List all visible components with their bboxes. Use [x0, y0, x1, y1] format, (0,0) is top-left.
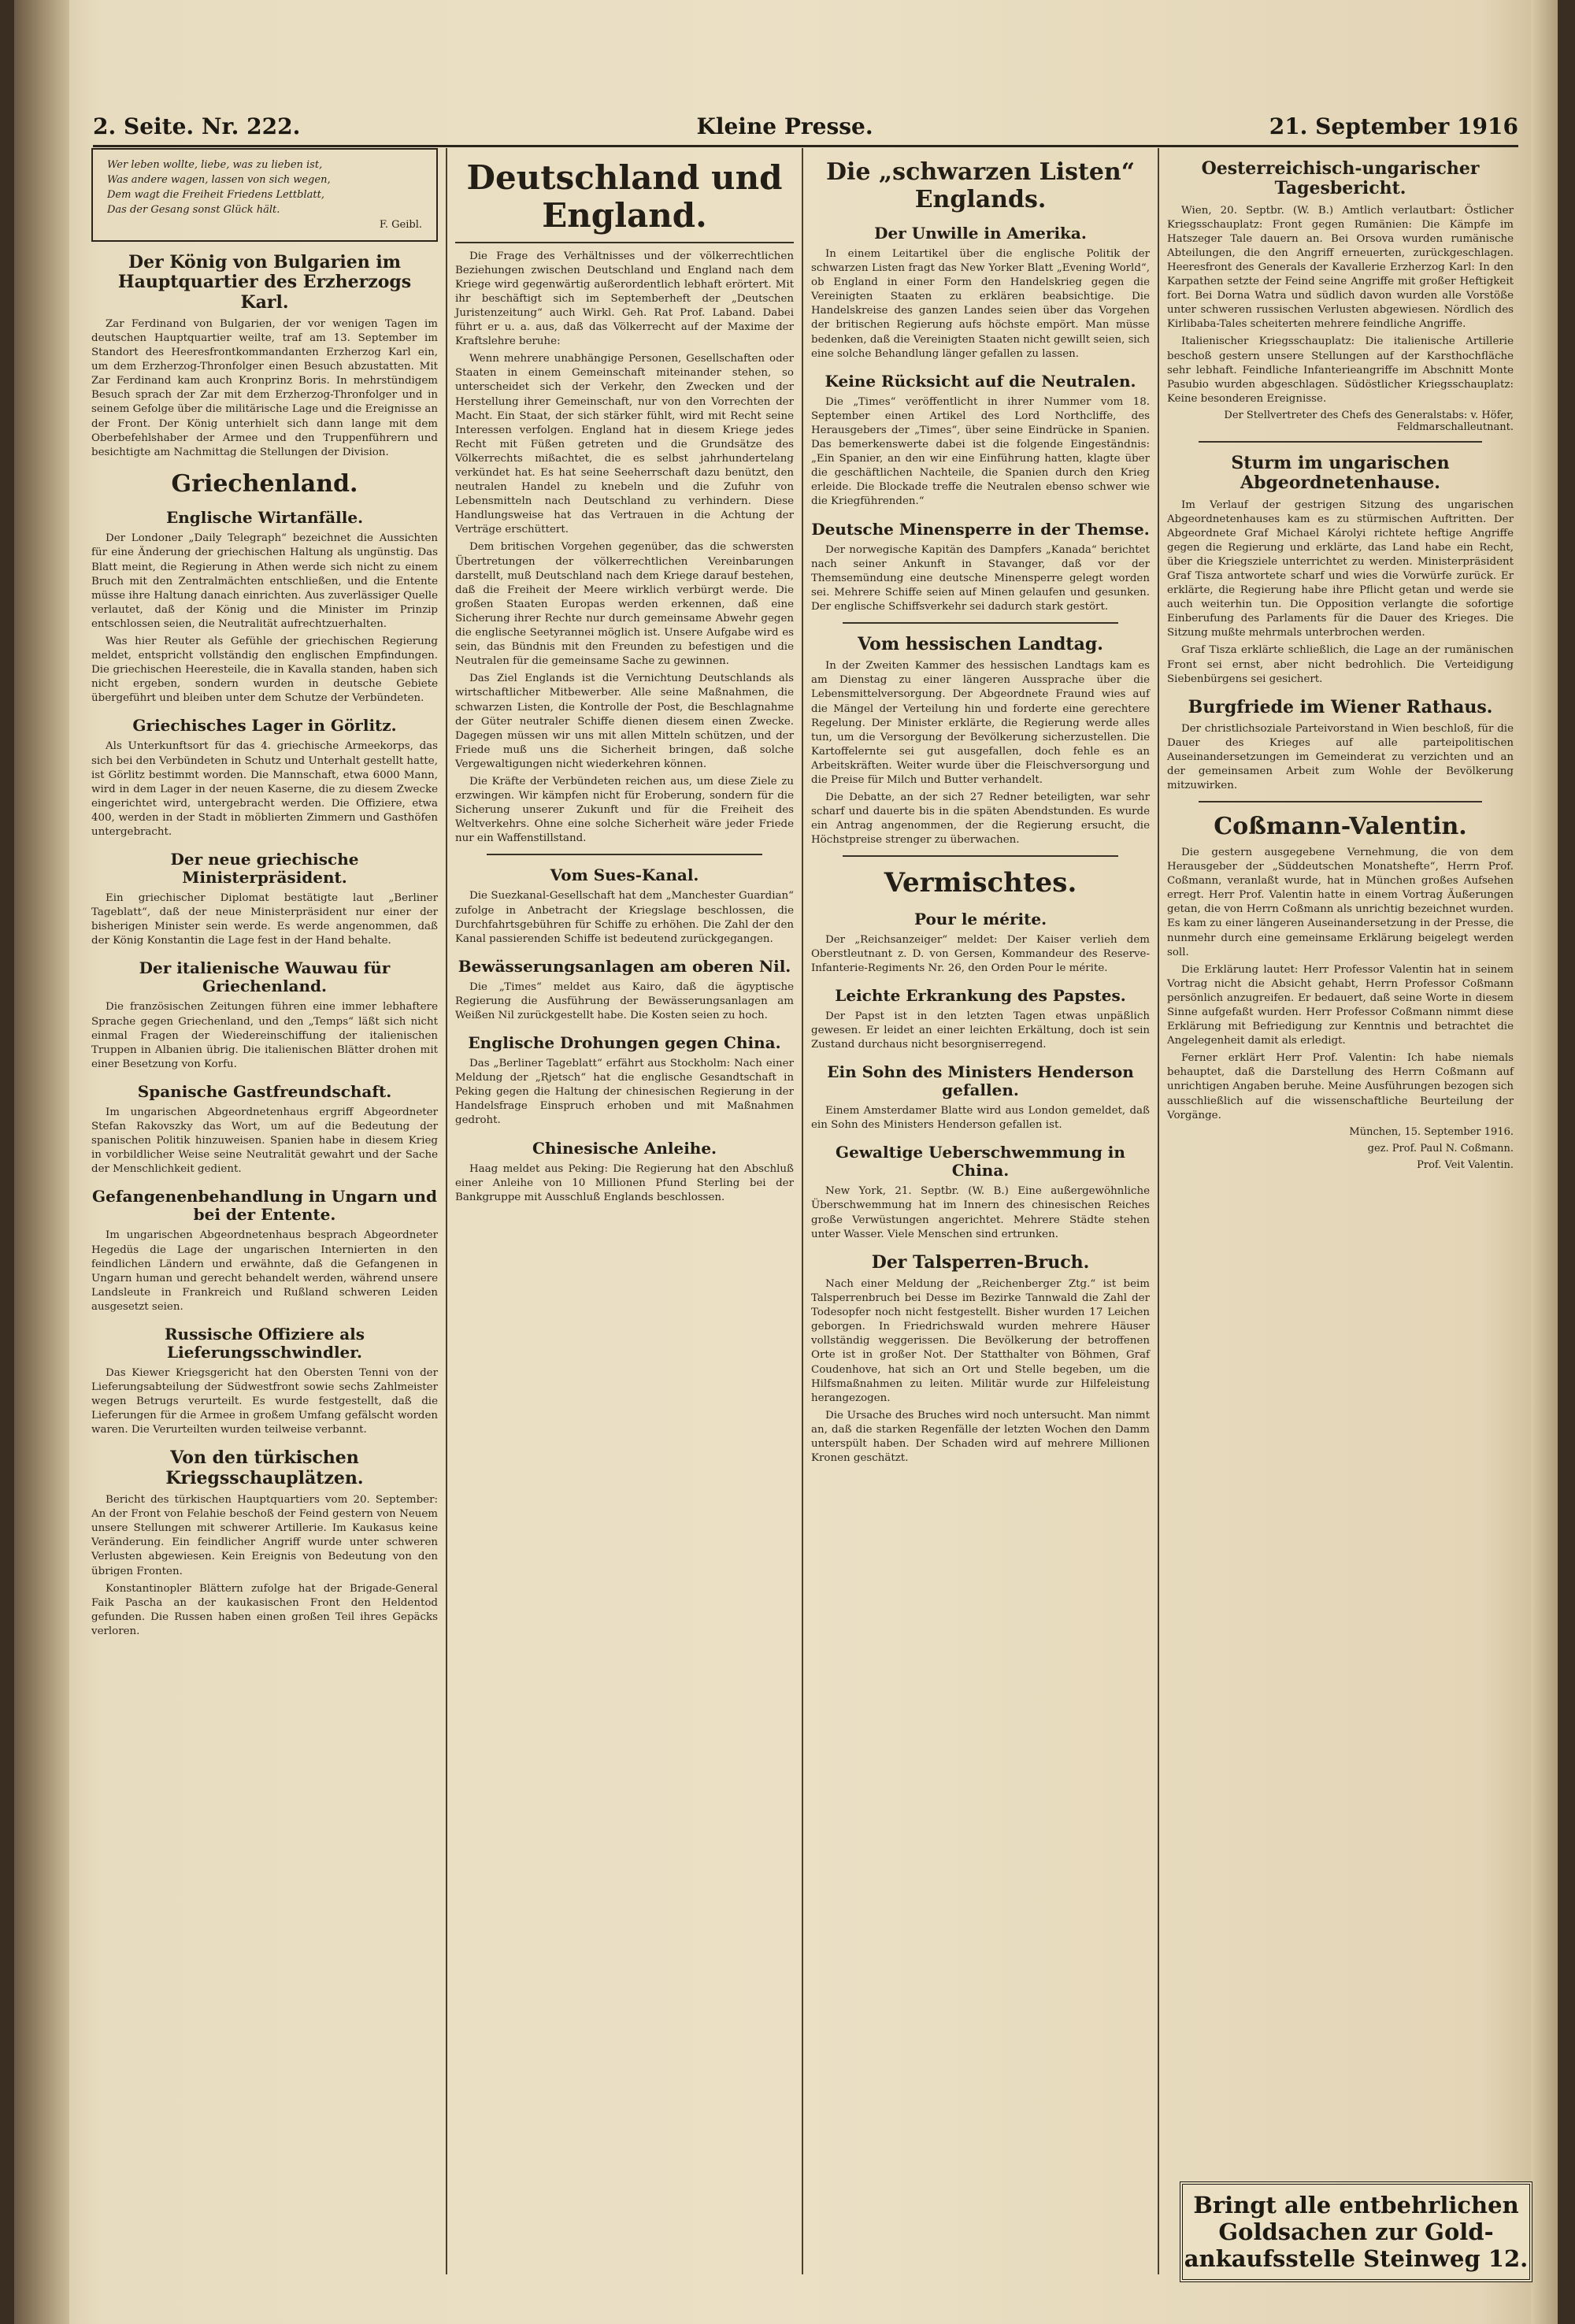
article-text: Nach einer Meldung der „Reichenberger Ztg.“ ist beim Talsperrenbruch bei Desse im Bezirke Tannwald die Zahl der Todesopfer noch nicht festgestellt. Bisher wurden 17 Leichen geborgen. In Friedrichswald wurden mehrere Häuser vollständig weggerissen. Die Bevölkerung der betroffenen Orte ist in großer Not. Der Statthalter von Böhmen, Graf Coudenhove, hat sich an Ort und Stelle begeben, um die Hilfsmaßnahmen zu leiten. Militär wurde zur Hilfeleistung herangezogen. — [811, 1278, 1150, 1404]
headline: Russische Offiziere als Lieferungsschwindler. — [164, 1324, 365, 1362]
article-text: New York, 21. Septbr. (W. B.) Eine außergewöhnliche Überschwemmung hat im Innern des chinesischen Reiches große Verwüstungen angerichtet. Mehrere Städte stehen unter Wasser. Viele Menschen sind ertrunken. — [811, 1185, 1150, 1240]
article-text: Der christlichsoziale Parteivorstand in Wien beschloß, für die Dauer des Krieges auf alle parteipolitischen Auseinandersetzungen im Gemeinderat zu verzichten und an der gemeinsamen Arbeit zum Wohle der Bevölkerung mitzuwirken. — [1167, 723, 1514, 792]
column-3 — [811, 148, 1150, 1469]
article-text: Die Erklärung lautet: Herr Professor Valentin hat in seinem Vortrag nicht die Absicht gehabt, Herrn Professor Coßmann persönlich anzugreifen. Er bedauert, daß seine Worte in diesem Sinne aufgefaßt wurden. Herr Professor Coßmann nimmt diese Erklärung mit Befriedigung zur Kenntnis und betrachtet die Angelegenheit damit als erledigt. — [1167, 963, 1514, 1047]
poem-line: Was andere wagen, lassen von sich wegen, — [107, 174, 331, 186]
gold-collection-advertisement — [1180, 2181, 1532, 2282]
header-rule — [93, 145, 1518, 147]
subheadline: Englische Wirtanfälle. — [165, 508, 364, 528]
poem-signature: F. Geibl. — [379, 219, 422, 231]
headline: Von den türkischen Kriegsschauplätzen. — [165, 1447, 364, 1488]
article-text: Das Kiewer Kriegsgericht hat den Obersten Tenni von der Lieferungsabteilung der Südwestfront sowie sechs Zahlmeister wegen Betrugs verurteilt. Es wurde festgestellt, daß die Lieferungen für die Armee in großem Umfang gefälscht worden waren. Die Verurteilten wurden teilweise verbannt. — [91, 1366, 438, 1436]
article-text: Im ungarischen Abgeordnetenhaus besprach Abgeordneter Hegedüs die Lage der ungarischen Internierten in den feindlichen Ländern und erwähnte, daß die Gefangenen in Ungarn human und gerecht behandelt werden, während unsere Landsleute in Frankreich und Rußland schweren Leiden ausgesetzt seien. — [91, 1229, 438, 1313]
page-edge — [1531, 0, 1558, 2324]
headline: Griechisches Lager in Görlitz. — [132, 716, 397, 736]
section-title: Vermischtes. — [884, 867, 1077, 899]
signature: gez. Prof. Paul N. Coßmann. — [1367, 1142, 1514, 1155]
headline: Coßmann-Valentin. — [1214, 813, 1467, 841]
divider — [455, 242, 794, 243]
article-text: Ferner erklärt Herr Prof. Valentin: Ich habe niemals behauptet, daß die Darstellung des Herrn Coßmann auf unrichtigen Angaben beruhe. Meine Ausführungen bezogen sich ausschließlich auf die wissenschaftliche Beurteilung der Vorgänge. — [1167, 1052, 1514, 1121]
article-text: Ein griechischer Diplomat bestätigte laut „Berliner Tageblatt“, daß der neue Ministerpräsident nur einer der bisherigen Minister sein werde. Es werde angenommen, daß der König Konstantin die Lage fest in der Hand behalte. — [91, 892, 438, 947]
article-text: Graf Tisza erklärte schließlich, die Lage an der rumänischen Front sei ernst, aber nicht bedrohlich. Die Verteidigung Siebenbürgens sei gesichert. — [1167, 644, 1514, 685]
article-text: Was hier Reuter als Gefühle der griechischen Regierung meldet, entspricht vollständig den englischen Empfindungen. Die griechischen Heeresteile, die in Kavalla standen, haben sich nicht ergeben, sondern wurden in deutsche Gebiete übergeführt und bleiben unter dem Schutze der Verbündeten. — [91, 635, 438, 705]
ad-line: Bringt alle entbehrlichen — [1193, 2192, 1519, 2218]
article-text: Der „Reichsanzeiger“ meldet: Der Kaiser verlieh dem Oberstleutnant z. D. von Gersen, Kommandeur des Reserve-Infanterie-Regiments Nr. 26, den Orden Pour le mérite. — [811, 933, 1150, 974]
headline: Ein Sohn des Ministers Henderson gefallen. — [827, 1062, 1134, 1100]
divider — [843, 855, 1118, 857]
column-divider — [446, 148, 447, 2274]
article-text: Einem Amsterdamer Blatte wird aus London gemeldet, daß ein Sohn des Ministers Henderson gefallen ist. — [811, 1105, 1150, 1132]
article-text: Die Kräfte der Verbündeten reichen aus, um diese Ziele zu erzwingen. Wir kämpfen nicht für Eroberung, sondern für die Sicherung unserer Zukunft und für die Freiheit des Weltverkehrs. Ohne eine solche Sicherheit wäre jeder Friede nur ein Waffenstillstand. — [455, 775, 794, 845]
article-text: Wien, 20. Septbr. (W. B.) Amtlich verlautbart: Östlicher Kriegsschauplatz: Front gegen Rumänien: Die Kämpfe im Hatszeger Tale dauern an. Bei Orsova wurden rumänische Abteilungen, die den Angriff erneuerten, zurückgeschlagen. Heeresfront des Generals der Kavallerie Erzherzog Karl: In den Karpathen setzte der Feind seine Angriffe mit großer Heftigkeit fort. Bei Dorna Watra und südlich davon wurden alle Vorstöße unter schweren russischen Verlusten abgewiesen. Nördlich des Kirlibaba-Tales scheiterten mehrere feindliche Angriffe. — [1167, 204, 1514, 331]
article-text: Haag meldet aus Peking: Die Regierung hat den Abschluß einer Anleihe von 10 Millionen Pfund Sterling bei der Bankgruppe mit Ausschluß Englands beschlossen. — [455, 1162, 794, 1203]
article-text: Im ungarischen Abgeordnetenhaus ergriff Abgeordneter Stefan Rakovszky das Wort, um auf die Bedeutung der spanischen Politik hinzuweisen. Spanien habe in diesem Krieg in vorbildlicher Weise seine Neutralität gewahrt und der Sache der Menschlichkeit gedient. — [91, 1106, 438, 1176]
poem-line: Dem wagt die Freiheit Friedens Lettblatt, — [107, 189, 324, 201]
headline: Leichte Erkrankung des Papstes. — [835, 985, 1126, 1005]
article-text: Die „Times“ meldet aus Kairo, daß die ägyptische Regierung die Ausführung der Bewässerungsanlagen am Weißen Nil zurückgestellt habe. Die Kosten seien zu hoch. — [455, 980, 794, 1021]
headline: Die „schwarzen Listen“ Englands. — [825, 158, 1135, 213]
column-divider — [802, 148, 803, 2274]
headline: Spanische Gastfreundschaft. — [137, 1081, 392, 1101]
article-text: Die französischen Zeitungen führen eine immer lebhaftere Sprache gegen Griechenland, und den „Temps“ läßt sich nicht einmal Fragen der Wiedereinschiffung der italienischen Truppen in Albanien übrig. Die italienischen Blätter drohen mit einer Besetzung von Korfu. — [91, 1001, 438, 1070]
headline: Deutsche Minensperre in der Themse. — [811, 519, 1150, 539]
headline: Gewaltige Ueberschwemmung in China. — [836, 1143, 1125, 1181]
headline: Der Talsperren-Bruch. — [871, 1251, 1090, 1273]
poem-line: Das der Gesang sonst Glück hält. — [107, 204, 280, 216]
headline: Vom hessischen Landtag. — [858, 633, 1103, 654]
article-text: Das Ziel Englands ist die Vernichtung Deutschlands als wirtschaftlicher Mitbewerber. Alle seine Maßnahmen, die schwarzen Listen, die Kontrolle der Post, die Beschlagnahme der Güter neutraler Schiffe dienen diesem einen Zwecke. Dagegen müssen wir uns mit allen Mitteln schützen, und der Friede muß uns die Sicherheit bringen, daß solche Vergewaltigungen nicht wiederkehren können. — [455, 673, 794, 770]
article-text: Die „Times“ veröffentlicht in ihrer Nummer vom 18. September einen Artikel des Lord Northcliffe, des Herausgebers der „Times“, über seine Eindrücke in Spanien. Das bemerkenswerte dabei ist die folgende Eingeständnis: „Ein Spanier, an den wir eine Einführung hatten, klagte über die geschäftlichen Nachteile, die Spanien durch den Krieg erleide. Die Blockade treffe die Neutralen ebenso schwer wie die Kriegführenden.“ — [811, 395, 1150, 508]
headline: Der neue griechische Ministerpräsident. — [170, 850, 359, 888]
article-text: Die Debatte, an der sich 27 Redner beteiligten, war sehr scharf und dauerte bis in die späten Abendstunden. Es wurde ein Antrag angenommen, der die Regierung ersucht, die Höchstpreise strenger zu überwachen. — [811, 791, 1150, 847]
dateline: München, 15. September 1916. — [1349, 1125, 1514, 1138]
article-text: Bericht des türkischen Hauptquartiers vom 20. September: An der Front von Felahie beschoß der Feind gestern von Neuem unsere Stellungen mit schwerer Artillerie. Im Kaukasus keine Veränderung. Ein feindlicher Angriff wurde unter schweren Verlusten abgewiesen. Kein Ereignis von Bedeutung von den übrigen Fronten. — [91, 1494, 438, 1577]
article-text: Die gestern ausgegebene Vernehmung, die von dem Herausgeber der „Süddeutschen Monatshefte“, Herrn Prof. Coßmann, veranlaßt wurde, hat in München großes Aufsehen erregt. Herr Prof. Valentin hatte in einem Vortrag Äußerungen getan, die von Herrn Coßmann als unrichtig bezeichnet wurden. Es kam zu einer längeren Auseinandersetzung in der Presse, die nunmehr durch eine gemeinsame Erklärung beigelegt werden soll. — [1167, 846, 1514, 958]
headline: Oesterreichisch-ungarischer Tagesbericht. — [1201, 158, 1480, 199]
headline: Bewässerungsanlagen am oberen Nil. — [458, 956, 791, 976]
headline-main: Deutschland und England. — [466, 158, 783, 235]
issue-date: 21. September 1916 — [1269, 113, 1518, 139]
article-text: Die Frage des Verhältnisses und der völkerrechtlichen Beziehungen zwischen Deutschland und England nach dem Kriege wird gegenwärtig außerordentlich lebhaft erörtert. Mit ihr beschäftigt sich im Septemberheft der „Deutschen Juristenzeitung“ auch Wirkl. Geh. Rat Prof. Laband. Dabei führt er u. a. aus, daß das Völkerrecht auf der Maxime der Kraftslehre beruhe: — [455, 250, 794, 348]
column-divider — [1158, 148, 1159, 2274]
divider — [843, 622, 1118, 624]
divider — [1199, 441, 1482, 443]
page-header — [93, 109, 1518, 143]
poem-box — [91, 148, 438, 242]
divider — [487, 854, 762, 855]
article-text: Die Suezkanal-Gesellschaft hat dem „Manchester Guardian“ zufolge in Anbetracht der Kriegslage beschlossen, die Durchfahrtsgebühren für Schiffe zu erhöhen. Die Zahl der den Kanal passierenden Schiffe ist bedeutend zurückgegangen. — [455, 890, 794, 945]
headline: Der italienische Wauwau für Griechenland. — [139, 958, 391, 996]
ad-line: Goldsachen zur Gold- — [1218, 2218, 1494, 2245]
article-text: Wenn mehrere unabhängige Personen, Gesellschaften oder Staaten in einem Gemeinschaft miteinander stehen, so unterscheidet sich der Verkehr, den Zwecken und der Herstellung ihrer Gemeinschaft, nur von den Vorrechten der Macht. Ein Staat, der sich stärker fühlt, wird mit Recht seine Interessen verfolgen. England hat in diesem Kriege jedes Recht mit Füßen getreten und die Grundsätze des Völkerrechts mißachtet, die es selbst jahrhundertelang verkündet hat. Es hat seine Seeherrschaft dazu benützt, den neutralen Handel zu knebeln und die Zufuhr von Lebensmitteln nach Deutschland zu verhindern. Diese Handlungsweise hat das Vertrauen in die Achtung der Verträge erschüttert. — [455, 353, 794, 536]
headline: Gefangenenbehandlung in Ungarn und bei der Entente. — [92, 1187, 437, 1225]
article-text: Konstantinopler Blättern zufolge hat der Brigade-General Faik Pascha an der kaukasischen Front den Heldentod gefunden. Die Russen haben einen großen Teil ihres Gepäcks verloren. — [91, 1582, 438, 1637]
article-text: Der Londoner „Daily Telegraph“ bezeichnet die Aussichten für eine Änderung der griechischen Haltung als ungünstig. Das Blatt meint, die Regierung in Athen werde sich nicht zu einem Bruch mit den Zentralmächten entschließen, und die Entente müsse ihre Haltung danach einrichten. Aus zuverlässiger Quelle verlautet, daß der König und die Minister im Prinzip entschlossen seien, die Neutralität aufrechtzuerhalten. — [91, 532, 438, 630]
column-4 — [1167, 148, 1514, 1176]
subheadline: Der Unwille in Amerika. — [874, 224, 1087, 243]
binding-spine — [14, 0, 69, 2324]
article-text: Der norwegische Kapitän des Dampfers „Kanada“ berichtet nach seiner Ankunft in Stavanger, daß vor der Themsemündung eine deutsche Minensperre gelegt worden sei. Mehrere Schiffe seien auf Minen gelaufen und gesunken. Der englische Schiffsverkehr sei dadurch stark gestört. — [811, 543, 1150, 613]
headline: Der König von Bulgarien im Hauptquartier des Erzherzogs Karl. — [117, 252, 412, 313]
article-text: Das „Berliner Tageblatt“ erfährt aus Stockholm: Nach einer Meldung der „Rjetsch“ hat die englische Gesandtschaft in Peking gegen die Haltung der chinesischen Regierung in der Handelsfrage Einspruch erhoben und mit Maßnahmen gedroht. — [455, 1058, 794, 1127]
masthead: Kleine Presse. — [696, 113, 873, 139]
newspaper-page — [14, 0, 1558, 2324]
divider — [1199, 801, 1482, 802]
article-text: Der Papst ist in den letzten Tagen etwas unpäßlich gewesen. Er leidet an einer leichten Erkältung, doch ist sein Zustand durchaus nicht besorgniserregend. — [811, 1010, 1150, 1051]
article-text: Die Ursache des Bruches wird noch untersucht. Man nimmt an, daß die starken Regenfälle der letzten Wochen den Damm unterspült haben. Der Schaden wird auf mehrere Millionen Kronen geschätzt. — [811, 1409, 1150, 1465]
signature: Prof. Veit Valentin. — [1417, 1158, 1514, 1171]
headline: Burgfriede im Wiener Rathaus. — [1188, 696, 1493, 717]
article-text: Zar Ferdinand von Bulgarien, der vor wenigen Tagen im deutschen Hauptquartier weilte, traf am 13. September im Standort des Heeresfrontkommandanten Erzherzog Karl ein, um dem Erzherzog-Thronfolger einen Besuch abzustatten. Mit Zar Ferdinand kam auch Kronprinz Boris. In mehrstündigem Besuch sprach der Zar mit dem Erzherzog-Thronfolger und in seinem Gefolge über die militärische Lage und die Ereignisse an der Front. Der König unterhielt sich dann lange mit dem Oberbefehlshaber der Armee und den Truppenführern und besichtigte am Nachmittag die Stellungen der Division. — [91, 317, 438, 458]
headline: Vom Sues-Kanal. — [550, 865, 699, 885]
article-text: Als Unterkunftsort für das 4. griechische Armeekorps, das sich bei den Verbündeten in Schutz und Unterhalt gestellt hatte, ist Görlitz bestimmt worden. Die Mannschaft, etwa 6000 Mann, wird in dem Lager in der neuen Kaserne, die zu diesem Zwecke eingerichtet wird, untergebracht werden. Die Offiziere, etwa 400, werden in der Stadt in möblierten Zimmern und Gasthöfen untergebracht. — [91, 740, 438, 839]
article-text: Italienischer Kriegsschauplatz: Die italienische Artillerie beschoß gestern unsere Stellungen auf der Karsthochfläche sehr lebhaft. Feindliche Infanterieangriffe im Abschnitt Monte Pasubio wurden abgeschlagen. Südöstlicher Kriegsschauplatz: Keine besonderen Ereignisse. — [1167, 335, 1514, 405]
report-signature: Der Stellvertreter des Chefs des Generalstabs: v. Höfer, Feldmarschalleutnant. — [1224, 409, 1514, 433]
article-text: Dem britischen Vorgehen gegenüber, das die schwersten Übertretungen der völkerrechtlichen Vereinbarungen darstellt, muß Deutschland nach dem Kriege darauf bestehen, daß die Freiheit der Meere wirklich verbürgt werde. Die großen Staaten Europas werden erkennen, daß eine Sicherung ihrer Rechte nur durch gemeinsame Abwehr gegen die englische Seetyrannei möglich ist. Unsere Aufgabe wird es sein, das Bündnis mit den Freunden zu befestigen und die Neutralen für die gemeinsame Sache zu gewinnen. — [455, 541, 794, 668]
headline: Keine Rücksicht auf die Neutralen. — [825, 371, 1136, 391]
headline: Pour le mérite. — [914, 909, 1047, 928]
page-number: 2. Seite. Nr. 222. — [93, 113, 301, 139]
headline: Griechenland. — [171, 469, 358, 498]
article-text: In der Zweiten Kammer des hessischen Landtags kam es am Dienstag zu einer längeren Aussprache über die Lebensmittelversorgung. Der Abgeordnete Fraund wies auf die Mängel der Verteilung hin und forderte eine gerechtere Regelung. Der Minister erklärte, die Regierung werde alles tun, um die Versorgung der Bevölkerung sicherzustellen. Die Kartoffelernte sei gut ausgefallen, doch fehle es an Arbeitskräften. Weiter wurde über die Fleischversorgung und die Preise für Milch und Butter verhandelt. — [811, 660, 1150, 787]
column-2 — [455, 148, 794, 1208]
headline: Sturm im ungarischen Abgeordnetenhause. — [1231, 452, 1450, 494]
poem-line: Wer leben wollte, liebe, was zu lieben ist, — [107, 159, 323, 171]
headline: Chinesische Anleihe. — [532, 1138, 717, 1158]
column-1 — [91, 148, 438, 1642]
headline: Englische Drohungen gegen China. — [468, 1033, 781, 1053]
article-text: Im Verlauf der gestrigen Sitzung des ungarischen Abgeordnetenhauses kam es zu stürmischen Auftritten. Der Abgeordnete Graf Michael Károlyi richtete heftige Angriffe gegen die Regierung und erklärte, das Land habe ein Recht, über die Kriegsziele unterrichtet zu werden. Ministerpräsident Graf Tisza antwortete scharf und wies die Vorwürfe zurück. Er erklärte, die Regierung habe ihre Pflicht getan und werde sie auch weiterhin tun. Die Opposition verlangte die sofortige Einberufung des Parlaments für die Dauer des Krieges. Die Sitzung mußte mehrmals unterbrochen werden. — [1167, 499, 1514, 639]
article-text: In einem Leitartikel über die englische Politik der schwarzen Listen fragt das New Yorker Blatt „Evening World“, ob England in einer Form den Handelskrieg gegen die Vereinigten Staaten zu erklären beabsichtige. Die Handelskreise des ganzen Landes seien über das Vorgehen der britischen Regierung aufs höchste empört. Man müsse bedenken, daß die Vereinigten Staaten nicht gewillt seien, sich eine solche Behandlung länger gefallen zu lassen. — [811, 248, 1150, 360]
ad-line: ankaufsstelle Steinweg 12. — [1184, 2245, 1529, 2272]
